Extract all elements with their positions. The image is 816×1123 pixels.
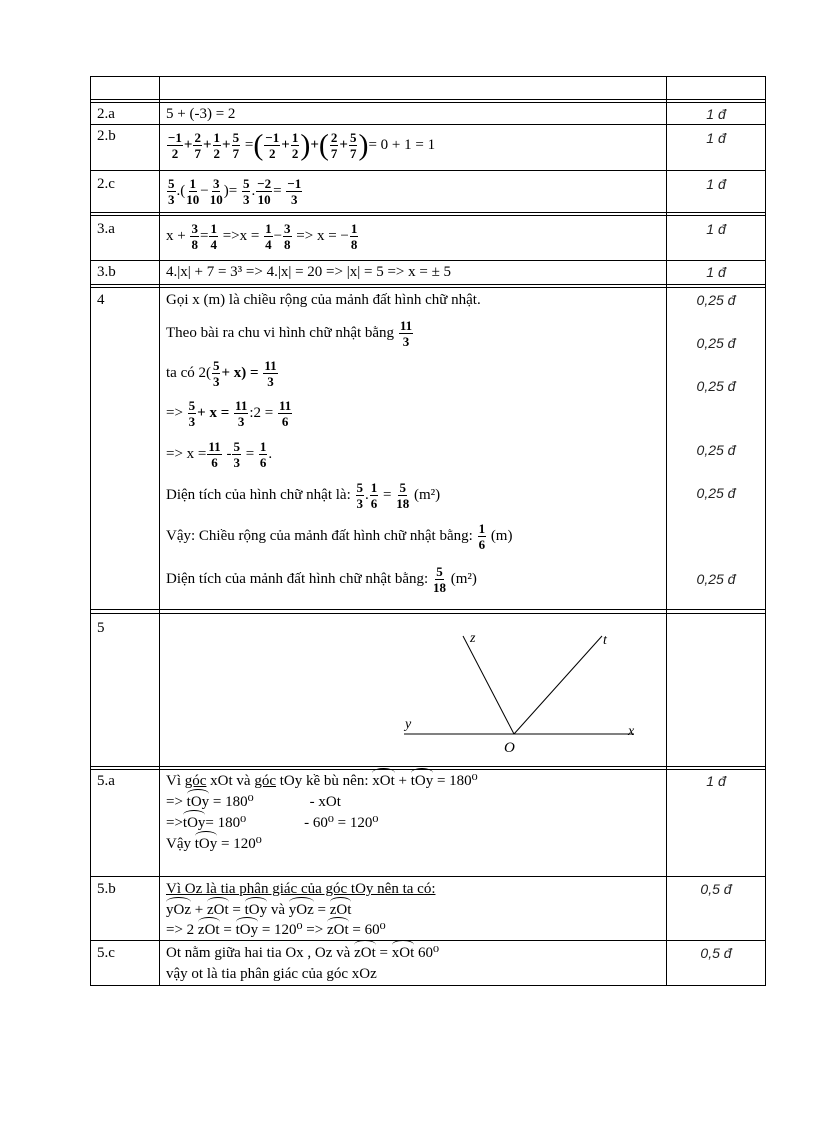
math-token: = — [223, 922, 232, 938]
math-token: 2 — [194, 130, 201, 146]
score: 0,5 đ — [700, 881, 732, 897]
math-token: + — [202, 137, 212, 153]
math-token: = 0 + 1 = 1 — [368, 137, 436, 153]
expression: $\frac{5}{3}$ .( $\frac{1}{10}$ − $\frac{3}{10}$ )= $\frac{5}{3}$ . $\frac{-2}{10}$ = $\frac{-1}{3}$ — [168, 176, 302, 208]
score: 0,5 đ — [700, 945, 732, 961]
math-token: + x) = — [221, 365, 259, 381]
math-token: =>x = — [222, 228, 260, 244]
math-token: tOy — [194, 836, 218, 852]
expression: x + $\frac{3}{8}$ = $\frac{1}{4}$ =>x = $\frac{1}{4}$ − $\frac{3}{8}$ => x = − $\frac{1}{8}$ — [166, 221, 358, 253]
math-token: ) — [358, 128, 369, 162]
math-token: => x = − — [296, 228, 349, 244]
score: 1 đ — [706, 773, 726, 789]
math-token: 3 — [212, 374, 220, 390]
math-token: 5 — [349, 130, 357, 146]
math-token: + — [194, 902, 204, 918]
math-token: 11 — [399, 318, 413, 334]
ray-ot — [514, 636, 602, 734]
math-token: = — [317, 902, 326, 918]
math-token: 3 — [168, 192, 175, 208]
text-line: Diện tích của hình chữ nhật là: $\frac{5}{3}$ . $\frac{1}{6}$ = $\frac{5}{18}$ (m²) — [166, 480, 441, 512]
math-token: và — [270, 902, 286, 918]
math-token: + — [222, 137, 231, 153]
math-token: 1 — [265, 221, 272, 237]
math-token: zOt — [206, 902, 229, 918]
math-token: xOt — [391, 945, 415, 961]
score: 0,25 đ — [696, 335, 736, 351]
score: 0,25 đ — [696, 571, 736, 587]
label-o: O — [504, 740, 515, 756]
math-token: 5 — [188, 398, 196, 414]
text-line: Gọi x (m) là chiều rộng của mảnh đất hình chữ nhật. — [166, 292, 481, 308]
math-token: = 120⁰ — [221, 836, 262, 852]
math-token: 1 — [189, 176, 196, 192]
math-token: zOt — [197, 922, 220, 938]
math-token: Vậy — [166, 836, 191, 852]
ray-oz — [463, 636, 514, 734]
math-token: = 180⁰ — [205, 815, 247, 831]
math-token: ( — [318, 128, 329, 162]
math-token: => x = — [166, 446, 207, 462]
math-token: (m²) — [450, 571, 477, 587]
math-token: 3 — [291, 192, 298, 208]
score: 0,25 đ — [696, 485, 736, 501]
math-token: 5 — [232, 130, 240, 146]
label-t: t — [603, 633, 607, 648]
math-token: (m) — [490, 528, 513, 544]
math-token: 1 — [478, 521, 486, 537]
row-label: 5.b — [97, 881, 116, 897]
text-line — [166, 881, 435, 898]
math-token: = 180⁰ — [436, 773, 478, 789]
math-token: + — [398, 773, 407, 789]
math-token: Ot nằm giữa hai tia Ox , Oz và — [166, 945, 351, 961]
math-token: :2 = — [249, 405, 274, 421]
math-token: 3 — [237, 414, 245, 430]
math-token: x + — [166, 228, 186, 244]
math-token: => — [166, 405, 183, 421]
math-token: 5 — [168, 176, 175, 192]
math-token: Theo bài ra chu vi hình chữ nhật bằng — [166, 325, 395, 341]
math-token: 10 — [209, 192, 223, 208]
score: 1 đ — [706, 221, 726, 237]
text-line: vậy ot là tia phân giác của góc xOz — [166, 966, 377, 982]
math-token: Vậy: Chiều rộng của mảnh đất hình chữ nhật bằng: — [166, 528, 473, 544]
label-y: y — [405, 717, 412, 732]
math-token: 5 — [233, 439, 240, 455]
score: 1 đ — [706, 130, 726, 146]
math-token: 8 — [191, 237, 198, 253]
math-token: tOy kề bù nên: — [279, 773, 369, 789]
math-token: 3 — [233, 455, 240, 471]
math-token: 1 — [370, 480, 378, 496]
math-token: yOz — [288, 902, 314, 918]
row-label: 2.a — [97, 106, 115, 122]
label-z: z — [470, 631, 476, 646]
math-token: 3 — [188, 414, 196, 430]
label-x: x — [628, 724, 635, 739]
math-token: yOz — [166, 902, 191, 918]
math-token: ) — [300, 128, 311, 162]
math-token: + — [339, 137, 348, 153]
math-token: zOt — [354, 945, 376, 961]
math-token: 5 — [242, 176, 250, 192]
text-line — [166, 902, 351, 919]
math-token: 8 — [350, 237, 358, 253]
math-token: = 60⁰ — [352, 922, 386, 938]
math-token: 1 — [350, 221, 358, 237]
math-token: = — [379, 945, 388, 961]
math-token: - xOt — [309, 794, 341, 810]
math-token: 6 — [211, 455, 218, 471]
math-token: 4 — [210, 237, 217, 253]
math-token: tOy — [186, 794, 210, 810]
score: 0,25 đ — [696, 378, 736, 394]
math-token: 6 — [478, 537, 486, 553]
row-label: 4 — [97, 292, 105, 308]
math-token: 1 — [259, 439, 267, 455]
math-token: 3 — [284, 221, 291, 237]
math-token: 60⁰ — [417, 945, 439, 961]
math-token: −1 — [168, 130, 182, 146]
math-token: 7 — [330, 146, 338, 162]
math-token: = — [232, 902, 241, 918]
row-label: 3.b — [97, 264, 116, 280]
math-token: tOy — [410, 773, 434, 789]
math-token: xOt và — [210, 773, 251, 789]
math-token: 11 — [278, 398, 292, 414]
math-token: tOy — [182, 815, 206, 831]
math-token: 1 — [291, 130, 299, 146]
math-token: + — [183, 137, 193, 153]
math-token: 2 — [269, 146, 276, 162]
math-token: góc — [184, 773, 207, 789]
row-label: 5.c — [97, 945, 115, 961]
math-token: 6 — [259, 455, 267, 471]
math-token: = — [245, 446, 255, 462]
row-label: 2.c — [97, 176, 115, 192]
text-line: => x = $\frac{11}{6}$ - $\frac{5}{3}$ = $\frac{1}{6}$ . — [166, 439, 273, 471]
math-token: 3 — [267, 374, 274, 390]
math-token: + — [281, 137, 290, 153]
row-label: 2.b — [97, 128, 116, 144]
math-token: ta có 2( — [166, 365, 211, 381]
math-token: 2 — [330, 130, 338, 146]
math-token: zOt — [329, 902, 352, 918]
math-token: 10 — [257, 192, 271, 208]
math-token: 5 — [436, 564, 443, 580]
math-token: zOt — [326, 922, 349, 938]
math-token: 7 — [349, 146, 357, 162]
math-token: 11 — [208, 439, 221, 455]
text-line — [166, 815, 378, 832]
math-token: 6 — [281, 414, 289, 430]
text-line — [166, 773, 478, 790]
math-token: 3 — [191, 221, 198, 237]
math-token: => 2 — [166, 922, 195, 938]
math-token: −2 — [257, 176, 272, 192]
math-token: 11 — [264, 358, 277, 374]
math-token: 3 — [356, 496, 363, 512]
math-token: => — [166, 815, 183, 831]
expression: 5 + (-3) = 2 — [166, 106, 236, 122]
math-token: 5 — [399, 480, 406, 496]
math-token: Diện tích của hình chữ nhật là: — [166, 487, 351, 503]
math-token: Vì — [166, 773, 181, 789]
math-token: tOy — [235, 922, 259, 938]
math-token: xOt — [372, 773, 395, 789]
math-token: + — [310, 137, 319, 153]
text-line — [166, 922, 386, 939]
score: 0,25 đ — [696, 442, 736, 458]
math-token: 11 — [235, 398, 248, 414]
math-token: góc — [254, 773, 277, 789]
math-token: = 180⁰ — [212, 794, 254, 810]
math-token: 3 — [212, 176, 220, 192]
math-token: 10 — [186, 192, 200, 208]
text-line — [166, 945, 439, 962]
math-token: = 120⁰ => — [261, 922, 324, 938]
math-token: −1 — [287, 176, 302, 192]
math-token: ( — [253, 128, 264, 162]
math-token: 1 — [210, 221, 217, 237]
math-token: Diện tích của mảnh đất hình chữ nhật bằng: — [166, 571, 429, 587]
math-token: 7 — [232, 146, 240, 162]
math-token: => — [166, 794, 183, 810]
math-token: 7 — [194, 146, 201, 162]
math-token: - 60⁰ = 120⁰ — [304, 815, 379, 831]
math-token: - — [226, 446, 232, 462]
math-token: 3 — [402, 334, 410, 350]
math-token: + x = — [197, 405, 230, 421]
math-token: (m²) — [413, 487, 441, 503]
math-token: 1 — [213, 130, 221, 146]
math-token: 8 — [284, 237, 291, 253]
math-token: 3 — [242, 192, 250, 208]
score: 1 đ — [706, 264, 726, 280]
math-token: 18 — [432, 580, 446, 596]
math-token: −1 — [265, 130, 280, 146]
math-token: 2 — [171, 146, 179, 162]
expression: 4.|x| + 7 = 3³ => 4.|x| = 20 => |x| = 5 => x = ± 5 — [166, 264, 452, 280]
math-token: Vì Oz là tia phân giác của góc tOy nên ta có: — [166, 881, 436, 897]
text-line — [166, 794, 341, 811]
math-token: tOy — [244, 902, 268, 918]
math-token: 5 — [212, 358, 220, 374]
score: 0,25 đ — [696, 292, 736, 308]
math-token: 5 — [356, 480, 363, 496]
math-token: 6 — [370, 496, 378, 512]
row-label: 5 — [97, 620, 105, 636]
math-token: = — [244, 137, 254, 153]
row-label: 5.a — [97, 773, 115, 789]
row-label: 3.a — [97, 221, 115, 237]
math-token: 2 — [291, 146, 299, 162]
score: 1 đ — [706, 176, 726, 192]
math-token: 18 — [396, 496, 410, 512]
math-token: 2 — [213, 146, 221, 162]
text-line — [166, 836, 262, 853]
math-token: 4 — [265, 237, 272, 253]
score: 1 đ — [706, 106, 726, 122]
